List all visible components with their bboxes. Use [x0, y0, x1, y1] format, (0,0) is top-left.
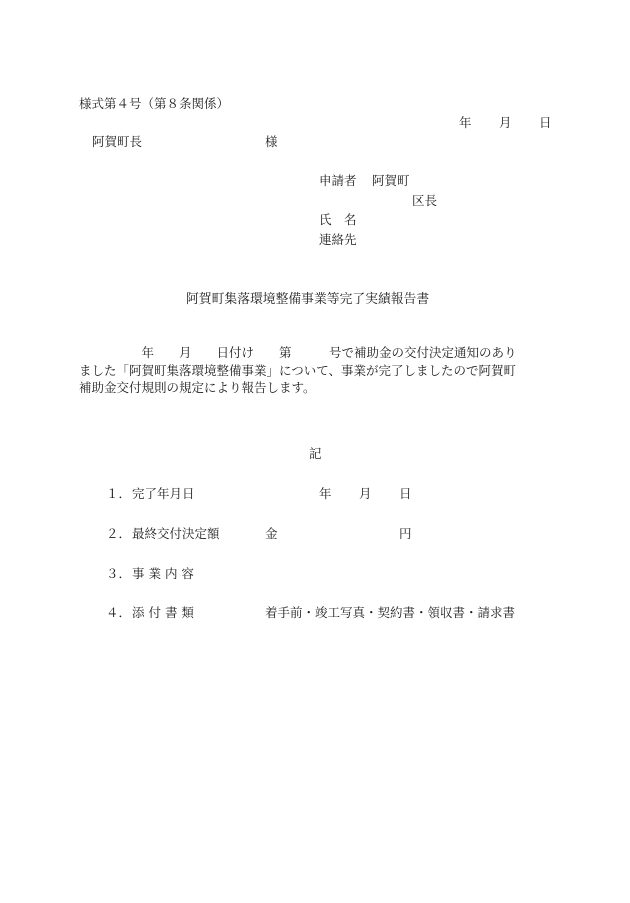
item-1-month: 月	[359, 486, 372, 501]
addressee-name: 阿賀町長	[92, 134, 143, 149]
item-4-label: 添 付 書 類	[132, 605, 194, 620]
item-2-number: ２．	[106, 526, 132, 541]
date-day: 日	[539, 115, 552, 130]
item-1-year: 年	[319, 486, 332, 501]
date-month: 月	[499, 115, 512, 130]
item-2-suffix: 円	[399, 526, 412, 541]
applicant-town: 阿賀町	[372, 173, 410, 188]
body-paragraph	[79, 344, 554, 397]
body-line-2: ました「阿賀町集落環境整備事業」について、事業が完了しましたので阿賀町	[79, 362, 517, 378]
applicant-label: 申請者	[319, 173, 357, 188]
item-4-number: ４．	[106, 605, 132, 620]
body-line-1: 年 月 日付け 第 号で補助金の交付決定通知のあり	[79, 345, 517, 360]
addressee-honorific: 様	[265, 134, 278, 149]
date-year: 年	[459, 115, 472, 130]
item-1-number: １．	[106, 486, 132, 501]
applicant-district-head: 区長	[412, 193, 438, 208]
item-1-day: 日	[399, 486, 412, 501]
form-number: 様式第４号（第８条関係）	[79, 96, 230, 111]
body-line-3: 補助金交付規則の規定により報告します。	[79, 380, 316, 395]
item-2-label: 最終交付決定額	[132, 526, 220, 541]
item-4-value: 着手前・竣工写真・契約書・領収書・請求書	[265, 605, 516, 620]
applicant-name-label: 氏 名	[319, 212, 357, 227]
item-1-label: 完了年月日	[132, 486, 195, 501]
applicant-contact-label: 連絡先	[319, 232, 357, 247]
ki-heading: 記	[309, 446, 322, 461]
item-3-number: ３．	[106, 566, 132, 581]
item-3-label: 事 業 内 容	[132, 566, 194, 581]
document-title: 阿賀町集落環境整備事業等完了実績報告書	[186, 292, 430, 307]
item-2-prefix: 金	[265, 526, 278, 541]
